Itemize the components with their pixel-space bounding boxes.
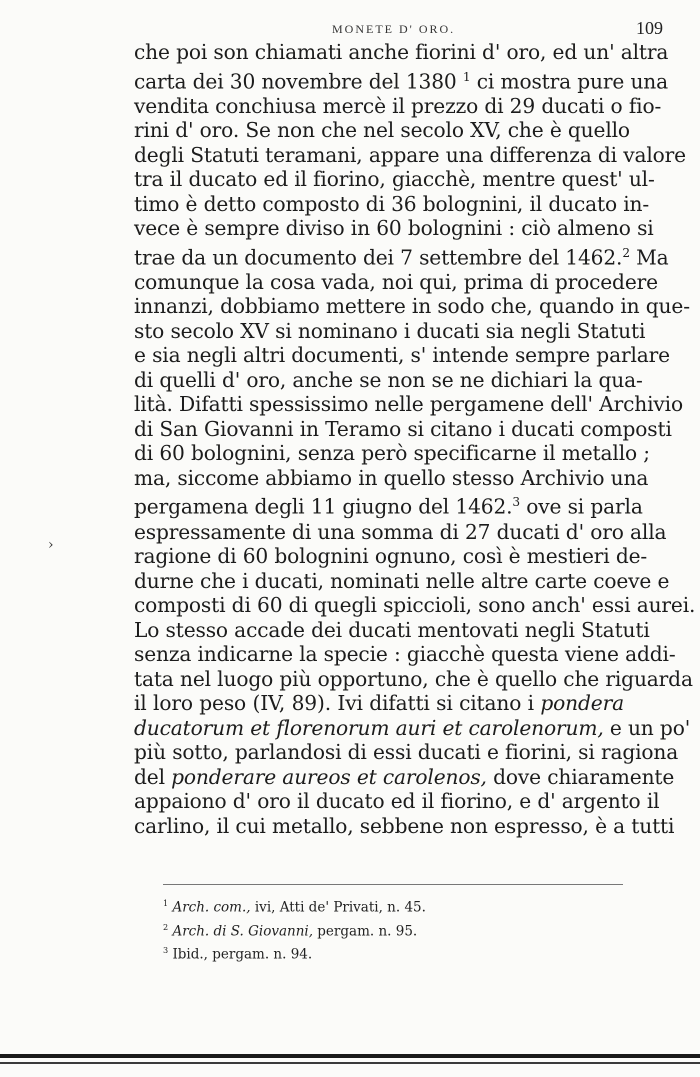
text-line <box>134 367 643 393</box>
text-line <box>134 269 658 295</box>
text-run: Lo stesso accade dei ducati mentovati negli Statuti <box>134 617 650 642</box>
text-line <box>134 318 646 344</box>
body-text <box>134 40 696 838</box>
text-line <box>134 93 662 119</box>
text-line <box>134 813 675 839</box>
text-line <box>134 167 655 192</box>
text-run: del <box>134 764 172 789</box>
italic-text: ducatorum et florenorum auri et carolenorum, <box>134 715 604 740</box>
text-run: più sotto, parlandosi di essi ducati e fiorini, si ragiona <box>134 740 679 765</box>
italic-text: pondera <box>540 691 624 716</box>
text-run: appaiono d' oro il ducato ed il fiorino, e d' argento il <box>134 789 660 814</box>
text-run: carlino, il cui metallo, sebbene non espresso, è a tutti <box>134 813 675 838</box>
text-run: Ibid., pergam. n. 94. <box>168 946 313 963</box>
text-line <box>134 241 669 270</box>
text-line <box>134 294 690 319</box>
text-run: ove si parla <box>519 495 643 520</box>
text-line <box>134 416 672 442</box>
footnote <box>163 918 623 942</box>
text-run: e sia negli altri documenti, s' intende sempre parlare <box>134 343 670 368</box>
text-run: e un po' <box>603 715 691 740</box>
text-run: trae da un documento dei 7 settembre del 1462. <box>134 245 623 270</box>
text-line <box>134 441 650 466</box>
footnote-reference: 1 <box>163 898 169 908</box>
text-line <box>134 691 624 716</box>
text-run: pergam. n. 95. <box>313 923 418 939</box>
text-run: lità. Difatti spessissimo nelle pergamene dell' Archivio <box>134 392 683 417</box>
text-line <box>134 65 669 94</box>
footnote <box>163 941 623 965</box>
text-run: senza indicarne la specie : giacchè questa viene addi- <box>134 642 676 667</box>
footnotes <box>163 894 623 965</box>
margin-mark: › <box>48 537 54 553</box>
italic-text: Arch. com., <box>172 899 251 916</box>
text-run: ci mostra pure una <box>470 69 669 94</box>
italic-text: Arch. di S. Giovanni, <box>172 923 313 939</box>
footnote-rule <box>163 884 623 885</box>
text-run: dove chiaramente <box>486 764 675 789</box>
text-run: sto secolo XV si nominano i ducati sia negli Statuti <box>134 318 646 343</box>
page-number: 109 <box>636 18 663 38</box>
footnote <box>163 894 623 918</box>
text-line <box>134 519 667 545</box>
text-line <box>134 740 679 765</box>
text-run: di quelli d' oro, anche se non se ne dichiari la qua- <box>134 367 643 392</box>
text-run: di San Giovanni in Teramo si citano i ducati composti <box>134 416 672 441</box>
italic-text: ponderare aureos et carolenos, <box>171 764 487 789</box>
text-run: vece è sempre diviso in 60 bolognini : ciò almeno si <box>134 216 654 241</box>
text-run: ma, siccome abbiamo in quello stesso Archivio una <box>134 465 649 490</box>
text-line <box>134 142 686 168</box>
text-run: il loro peso (IV, 89). Ivi difatti si citano i <box>134 691 541 716</box>
text-run: tata nel luogo più opportuno, che è quello che riguarda <box>134 666 693 691</box>
scan-edge <box>0 1048 700 1077</box>
text-line <box>134 544 648 569</box>
text-line <box>134 617 650 643</box>
text-line <box>134 642 676 667</box>
text-run: Ma <box>629 245 669 270</box>
text-line <box>134 490 643 520</box>
footnote-reference: 3 <box>163 945 169 955</box>
text-run: ivi, Atti de' Privati, n. 45. <box>250 899 426 916</box>
text-run: carta dei 30 novembre del 1380 <box>134 69 463 94</box>
text-line <box>134 666 693 692</box>
text-run: che poi son chiamati anche fiorini d' oro, ed un' altra <box>134 40 669 64</box>
text-run: espressamente di una somma di 27 ducati d' oro alla <box>134 519 667 544</box>
text-line <box>134 191 650 217</box>
text-line <box>134 118 630 143</box>
text-run: degli Statuti teramani, appare una differenza di valore <box>134 142 686 167</box>
text-line <box>134 764 675 790</box>
text-line <box>134 216 654 241</box>
text-run: rini d' oro. Se non che nel secolo XV, che è quello <box>134 118 630 143</box>
text-line <box>134 593 696 618</box>
footnote-reference: 2 <box>163 921 169 932</box>
text-run: pergamena degli 11 giugno del 1462. <box>134 495 513 520</box>
footnote-reference: 3 <box>512 495 520 510</box>
text-run: composti di 60 di quegli spiccioli, sono anch' essi aurei. <box>134 593 696 618</box>
text-run: tra il ducato ed il fiorino, giacchè, mentre quest' ul- <box>134 167 655 192</box>
text-line <box>134 715 691 741</box>
text-line <box>134 392 683 417</box>
text-run: ragione di 60 bolognini ognuno, così è mestieri de- <box>134 544 648 569</box>
footnote-reference: 2 <box>622 245 630 260</box>
text-line <box>134 40 669 65</box>
text-run: comunque la cosa vada, noi qui, prima di procedere <box>134 269 658 294</box>
footnote-reference: 1 <box>462 69 471 84</box>
text-run: innanzi, dobbiamo mettere in sodo che, quando in que- <box>134 294 690 319</box>
running-head: MONETE D' ORO. <box>332 22 456 36</box>
text-run: durne che i ducati, nominati nelle altre carte coeve e <box>134 568 670 593</box>
text-run: timo è detto composto di 36 bolognini, il ducato in- <box>134 191 650 216</box>
text-run: di 60 bolognini, senza però specificarne il metallo ; <box>134 441 650 466</box>
text-line <box>134 343 670 368</box>
text-line <box>134 568 670 594</box>
text-line <box>134 465 649 491</box>
text-line <box>134 789 660 814</box>
text-run: vendita conchiusa mercè il prezzo di 29 ducati o fio- <box>134 93 662 118</box>
